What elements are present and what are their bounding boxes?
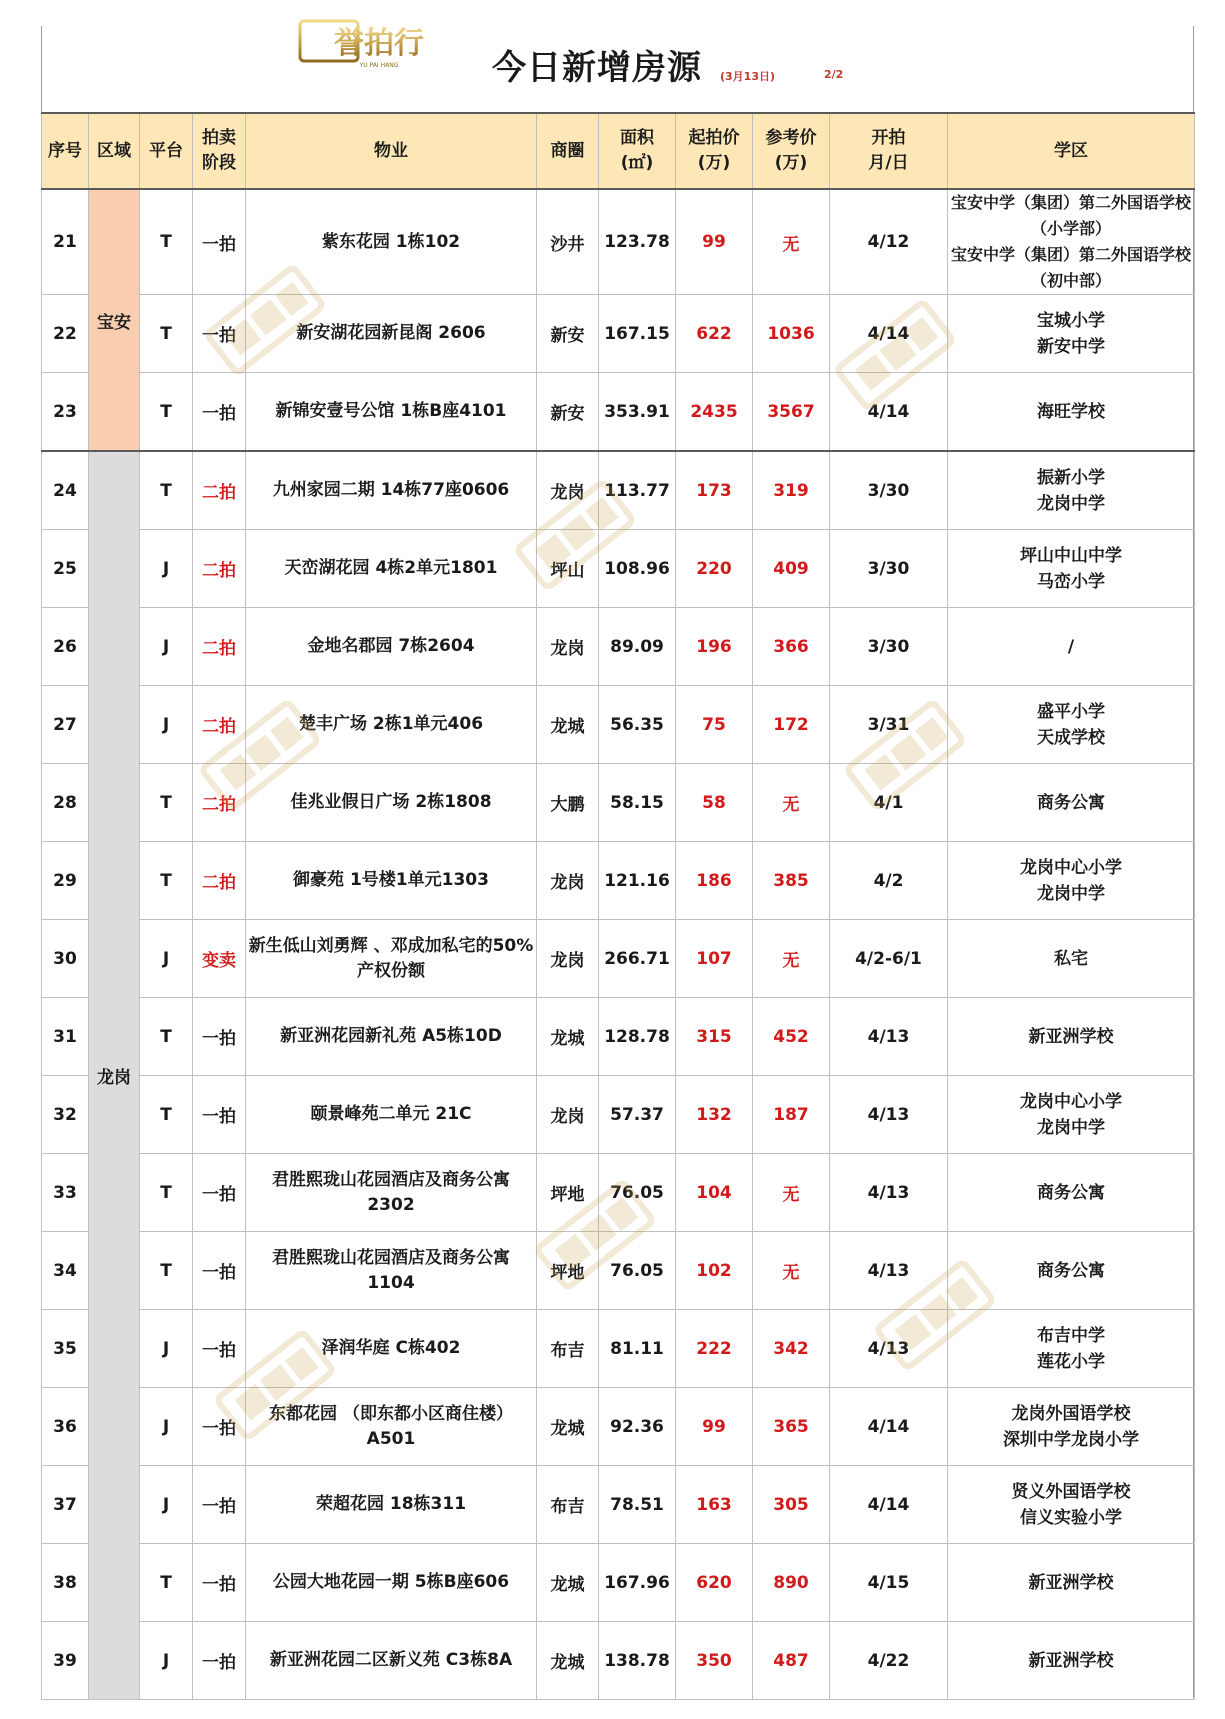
school-line: 宝安中学（集团）第二外国语学校（初中部）	[950, 245, 1191, 290]
cell-school	[948, 1076, 1195, 1154]
cell-start-price: 196	[676, 608, 753, 686]
cell-date: 4/15	[830, 1544, 948, 1622]
table-row	[42, 1466, 1195, 1544]
table-row	[42, 1622, 1195, 1700]
cell-seq: 22	[42, 295, 89, 373]
cell-date: 4/14	[830, 1466, 948, 1544]
cell-stage: 一拍	[193, 295, 246, 373]
school-line: 天成学校	[1037, 727, 1105, 748]
cell-size: 78.51	[599, 1466, 676, 1544]
cell-seq: 36	[42, 1388, 89, 1466]
table-row	[42, 1388, 1195, 1466]
cell-district: 坪山	[537, 530, 599, 608]
table-row	[42, 451, 1195, 530]
cell-stage: 二拍	[193, 764, 246, 842]
cell-school	[948, 530, 1195, 608]
cell-property: 楚丰广场 2栋1单元406	[246, 686, 537, 764]
cell-platform: T	[140, 1544, 193, 1622]
cell-date: 3/31	[830, 686, 948, 764]
cell-date: 4/13	[830, 998, 948, 1076]
cell-seq: 34	[42, 1232, 89, 1310]
col-district: 商圈	[537, 113, 599, 189]
cell-platform: T	[140, 189, 193, 295]
cell-ref-price: 385	[753, 842, 830, 920]
cell-district: 龙城	[537, 1544, 599, 1622]
cell-date: 3/30	[830, 530, 948, 608]
cell-district: 大鹏	[537, 764, 599, 842]
cell-seq: 37	[42, 1466, 89, 1544]
cell-ref-price: 3567	[753, 373, 830, 452]
cell-date: 4/14	[830, 373, 948, 452]
col-school: 学区	[948, 113, 1195, 189]
school-line: 商务公寓	[1037, 792, 1105, 813]
table-row	[42, 608, 1195, 686]
school-line: 信义实验小学	[1020, 1507, 1122, 1528]
cell-seq: 23	[42, 373, 89, 452]
cell-school	[948, 451, 1195, 530]
school-line: 龙岗外国语学校	[1011, 1403, 1131, 1424]
cell-district: 坪地	[537, 1232, 599, 1310]
cell-ref-price: 187	[753, 1076, 830, 1154]
cell-region-baoan: 宝安	[89, 189, 140, 451]
cell-size: 89.09	[599, 608, 676, 686]
school-line: 龙岗中学	[1037, 493, 1105, 514]
cell-school	[948, 842, 1195, 920]
school-line: 宝安中学（集团）第二外国语学校（小学部）	[950, 193, 1191, 238]
cell-ref-price: 365	[753, 1388, 830, 1466]
school-line: 马峦小学	[1037, 571, 1105, 592]
cell-district: 沙井	[537, 189, 599, 295]
cell-platform: T	[140, 295, 193, 373]
cell-school	[948, 189, 1195, 295]
cell-start-price: 622	[676, 295, 753, 373]
table-row	[42, 1232, 1195, 1310]
cell-size: 57.37	[599, 1076, 676, 1154]
table-row	[42, 998, 1195, 1076]
cell-school	[948, 1466, 1195, 1544]
school-line: 龙岗中学	[1037, 1117, 1105, 1138]
cell-start-price: 58	[676, 764, 753, 842]
cell-property: 君胜熙珑山花园酒店及商务公寓 1104	[246, 1232, 537, 1310]
cell-seq: 30	[42, 920, 89, 998]
cell-ref-price: 305	[753, 1466, 830, 1544]
cell-school	[948, 686, 1195, 764]
cell-platform: T	[140, 451, 193, 530]
school-line: 深圳中学龙岗小学	[1003, 1429, 1139, 1450]
cell-seq: 25	[42, 530, 89, 608]
cell-property: 金地名郡园 7栋2604	[246, 608, 537, 686]
cell-district: 坪地	[537, 1154, 599, 1232]
cell-seq: 21	[42, 189, 89, 295]
cell-property: 新安湖花园新昆阁 2606	[246, 295, 537, 373]
cell-district: 新安	[537, 295, 599, 373]
school-line: 盛平小学	[1037, 701, 1105, 722]
cell-platform: T	[140, 842, 193, 920]
cell-start-price: 75	[676, 686, 753, 764]
cell-stage: 一拍	[193, 1310, 246, 1388]
cell-school	[948, 295, 1195, 373]
school-line: 龙岗中心小学	[1020, 857, 1122, 878]
table-row	[42, 1544, 1195, 1622]
cell-platform: T	[140, 1076, 193, 1154]
school-line: 贤义外国语学校	[1011, 1481, 1131, 1502]
cell-district: 布吉	[537, 1310, 599, 1388]
cell-platform: J	[140, 686, 193, 764]
logo	[298, 18, 458, 70]
cell-stage: 一拍	[193, 1544, 246, 1622]
school-line: 商务公寓	[1037, 1182, 1105, 1203]
cell-platform: J	[140, 1388, 193, 1466]
cell-property: 君胜熙珑山花园酒店及商务公寓 2302	[246, 1154, 537, 1232]
cell-school	[948, 1154, 1195, 1232]
cell-ref-price: 487	[753, 1622, 830, 1700]
school-line: 莲花小学	[1037, 1351, 1105, 1372]
cell-seq: 27	[42, 686, 89, 764]
cell-platform: J	[140, 530, 193, 608]
cell-district: 龙岗	[537, 1076, 599, 1154]
table-row	[42, 373, 1195, 452]
cell-stage: 一拍	[193, 1622, 246, 1700]
cell-size: 92.36	[599, 1388, 676, 1466]
cell-seq: 39	[42, 1622, 89, 1700]
cell-property: 紫东花园 1栋102	[246, 189, 537, 295]
logo-subtext: YU PAI HANG	[359, 62, 399, 69]
cell-size: 353.91	[599, 373, 676, 452]
cell-stage: 二拍	[193, 686, 246, 764]
header-row	[42, 113, 1195, 189]
school-line: 新亚洲学校	[1028, 1026, 1114, 1047]
table-row	[42, 842, 1195, 920]
school-line: 布吉中学	[1037, 1325, 1105, 1346]
cell-stage: 一拍	[193, 1466, 246, 1544]
col-property: 物业	[246, 113, 537, 189]
cell-district: 龙城	[537, 998, 599, 1076]
cell-start-price: 163	[676, 1466, 753, 1544]
cell-platform: T	[140, 998, 193, 1076]
cell-platform: J	[140, 1466, 193, 1544]
cell-stage: 二拍	[193, 608, 246, 686]
cell-start-price: 107	[676, 920, 753, 998]
table-row	[42, 686, 1195, 764]
cell-stage: 二拍	[193, 842, 246, 920]
cell-district: 龙岗	[537, 842, 599, 920]
cell-seq: 35	[42, 1310, 89, 1388]
col-ref-price: 参考价 (万)	[753, 113, 830, 189]
cell-district: 龙岗	[537, 920, 599, 998]
school-line: /	[1067, 636, 1075, 657]
table-row	[42, 295, 1195, 373]
cell-property: 颐景峰苑二单元 21C	[246, 1076, 537, 1154]
cell-property: 新亚洲花园新礼苑 A5栋10D	[246, 998, 537, 1076]
cell-size: 128.78	[599, 998, 676, 1076]
col-start-price: 起拍价 (万)	[676, 113, 753, 189]
cell-school	[948, 1388, 1195, 1466]
cell-date: 4/1	[830, 764, 948, 842]
cell-start-price: 99	[676, 189, 753, 295]
cell-start-price: 99	[676, 1388, 753, 1466]
cell-stage: 一拍	[193, 373, 246, 452]
cell-region-longgang: 龙岗	[89, 451, 140, 1700]
cell-district: 龙城	[537, 686, 599, 764]
cell-start-price: 222	[676, 1310, 753, 1388]
cell-school	[948, 373, 1195, 452]
cell-seq: 32	[42, 1076, 89, 1154]
cell-start-price: 186	[676, 842, 753, 920]
page-title: 今日新增房源	[492, 48, 702, 88]
cell-seq: 24	[42, 451, 89, 530]
cell-size: 56.35	[599, 686, 676, 764]
school-line: 商务公寓	[1037, 1260, 1105, 1281]
cell-property: 天峦湖花园 4栋2单元1801	[246, 530, 537, 608]
school-line: 新亚洲学校	[1028, 1572, 1114, 1593]
cell-ref-price: 319	[753, 451, 830, 530]
cell-platform: J	[140, 1310, 193, 1388]
cell-date: 3/30	[830, 608, 948, 686]
cell-district: 龙城	[537, 1622, 599, 1700]
logo-text: 誉拍行	[334, 26, 424, 61]
cell-ref-price: 1036	[753, 295, 830, 373]
cell-stage: 一拍	[193, 1076, 246, 1154]
cell-property: 荣超花园 18栋311	[246, 1466, 537, 1544]
cell-size: 123.78	[599, 189, 676, 295]
cell-ref-price: 无	[753, 1232, 830, 1310]
page-number: 2/2	[824, 68, 844, 81]
cell-district: 龙岗	[537, 451, 599, 530]
cell-stage: 一拍	[193, 1154, 246, 1232]
cell-date: 4/22	[830, 1622, 948, 1700]
cell-date: 4/13	[830, 1232, 948, 1310]
report-date: (3月13日)	[720, 70, 776, 83]
cell-stage: 变卖	[193, 920, 246, 998]
cell-stage: 一拍	[193, 998, 246, 1076]
cell-district: 新安	[537, 373, 599, 452]
col-size: 面积 (㎡)	[599, 113, 676, 189]
cell-stage: 一拍	[193, 1232, 246, 1310]
cell-stage: 一拍	[193, 1388, 246, 1466]
table-row	[42, 764, 1195, 842]
school-line: 新亚洲学校	[1028, 1650, 1114, 1671]
cell-school	[948, 1622, 1195, 1700]
cell-size: 167.15	[599, 295, 676, 373]
cell-property: 公园大地花园一期 5栋B座606	[246, 1544, 537, 1622]
cell-start-price: 2435	[676, 373, 753, 452]
cell-date: 4/12	[830, 189, 948, 295]
col-region: 区域	[89, 113, 140, 189]
cell-district: 龙岗	[537, 608, 599, 686]
cell-property: 新生低山刘勇辉 、邓成加私宅的50%产权份额	[246, 920, 537, 998]
cell-property: 新亚洲花园二区新义苑 C3栋8A	[246, 1622, 537, 1700]
cell-platform: J	[140, 920, 193, 998]
cell-seq: 33	[42, 1154, 89, 1232]
cell-seq: 29	[42, 842, 89, 920]
cell-property: 泽润华庭 C栋402	[246, 1310, 537, 1388]
cell-seq: 38	[42, 1544, 89, 1622]
cell-size: 58.15	[599, 764, 676, 842]
cell-date: 4/2	[830, 842, 948, 920]
cell-platform: T	[140, 1154, 193, 1232]
cell-school	[948, 764, 1195, 842]
cell-size: 81.11	[599, 1310, 676, 1388]
cell-date: 3/30	[830, 451, 948, 530]
cell-start-price: 102	[676, 1232, 753, 1310]
table-row	[42, 920, 1195, 998]
cell-size: 266.71	[599, 920, 676, 998]
cell-start-price: 104	[676, 1154, 753, 1232]
school-line: 坪山中山中学	[1020, 545, 1122, 566]
cell-date: 4/13	[830, 1310, 948, 1388]
col-stage: 拍卖 阶段	[193, 113, 246, 189]
cell-ref-price: 无	[753, 1154, 830, 1232]
cell-platform: T	[140, 764, 193, 842]
cell-seq: 26	[42, 608, 89, 686]
cell-property: 御豪苑 1号楼1单元1303	[246, 842, 537, 920]
cell-stage: 一拍	[193, 189, 246, 295]
cell-size: 138.78	[599, 1622, 676, 1700]
col-date: 开拍 月/日	[830, 113, 948, 189]
cell-ref-price: 409	[753, 530, 830, 608]
listing-table	[41, 112, 1195, 1700]
cell-date: 4/13	[830, 1076, 948, 1154]
school-line: 振新小学	[1037, 467, 1105, 488]
cell-school	[948, 608, 1195, 686]
table-row	[42, 189, 1195, 295]
cell-ref-price: 无	[753, 189, 830, 295]
school-line: 海旺学校	[1037, 401, 1105, 422]
cell-size: 121.16	[599, 842, 676, 920]
table-row	[42, 1154, 1195, 1232]
cell-size: 108.96	[599, 530, 676, 608]
cell-ref-price: 890	[753, 1544, 830, 1622]
table-row	[42, 1076, 1195, 1154]
cell-property: 东都花园 （即东都小区商住楼）A501	[246, 1388, 537, 1466]
cell-district: 布吉	[537, 1466, 599, 1544]
cell-date: 4/13	[830, 1154, 948, 1232]
school-line: 宝城小学	[1037, 310, 1105, 331]
cell-size: 76.05	[599, 1232, 676, 1310]
cell-school	[948, 998, 1195, 1076]
cell-school	[948, 920, 1195, 998]
cell-property: 新锦安壹号公馆 1栋B座4101	[246, 373, 537, 452]
school-line: 龙岗中心小学	[1020, 1091, 1122, 1112]
cell-platform: T	[140, 373, 193, 452]
school-line: 龙岗中学	[1037, 883, 1105, 904]
cell-ref-price: 366	[753, 608, 830, 686]
school-line: 新安中学	[1037, 336, 1105, 357]
cell-date: 4/14	[830, 295, 948, 373]
table-body	[42, 189, 1195, 1700]
cell-start-price: 350	[676, 1622, 753, 1700]
cell-date: 4/14	[830, 1388, 948, 1466]
cell-start-price: 173	[676, 451, 753, 530]
cell-ref-price: 172	[753, 686, 830, 764]
cell-stage: 二拍	[193, 451, 246, 530]
cell-size: 113.77	[599, 451, 676, 530]
col-platform: 平台	[140, 113, 193, 189]
table-row	[42, 1310, 1195, 1388]
school-line: 私宅	[1054, 948, 1088, 969]
cell-property: 九州家园二期 14栋77座0606	[246, 451, 537, 530]
cell-ref-price: 342	[753, 1310, 830, 1388]
cell-start-price: 315	[676, 998, 753, 1076]
cell-stage: 二拍	[193, 530, 246, 608]
cell-platform: J	[140, 608, 193, 686]
cell-property: 佳兆业假日广场 2栋1808	[246, 764, 537, 842]
cell-school	[948, 1232, 1195, 1310]
cell-seq: 31	[42, 998, 89, 1076]
cell-ref-price: 452	[753, 998, 830, 1076]
cell-school	[948, 1310, 1195, 1388]
cell-start-price: 132	[676, 1076, 753, 1154]
cell-school	[948, 1544, 1195, 1622]
cell-start-price: 620	[676, 1544, 753, 1622]
cell-size: 76.05	[599, 1154, 676, 1232]
cell-district: 龙城	[537, 1388, 599, 1466]
cell-size: 167.96	[599, 1544, 676, 1622]
cell-date: 4/2-6/1	[830, 920, 948, 998]
col-seq: 序号	[42, 113, 89, 189]
cell-platform: J	[140, 1622, 193, 1700]
cell-platform: T	[140, 1232, 193, 1310]
table-row	[42, 530, 1195, 608]
cell-seq: 28	[42, 764, 89, 842]
cell-ref-price: 无	[753, 764, 830, 842]
cell-ref-price: 无	[753, 920, 830, 998]
cell-start-price: 220	[676, 530, 753, 608]
